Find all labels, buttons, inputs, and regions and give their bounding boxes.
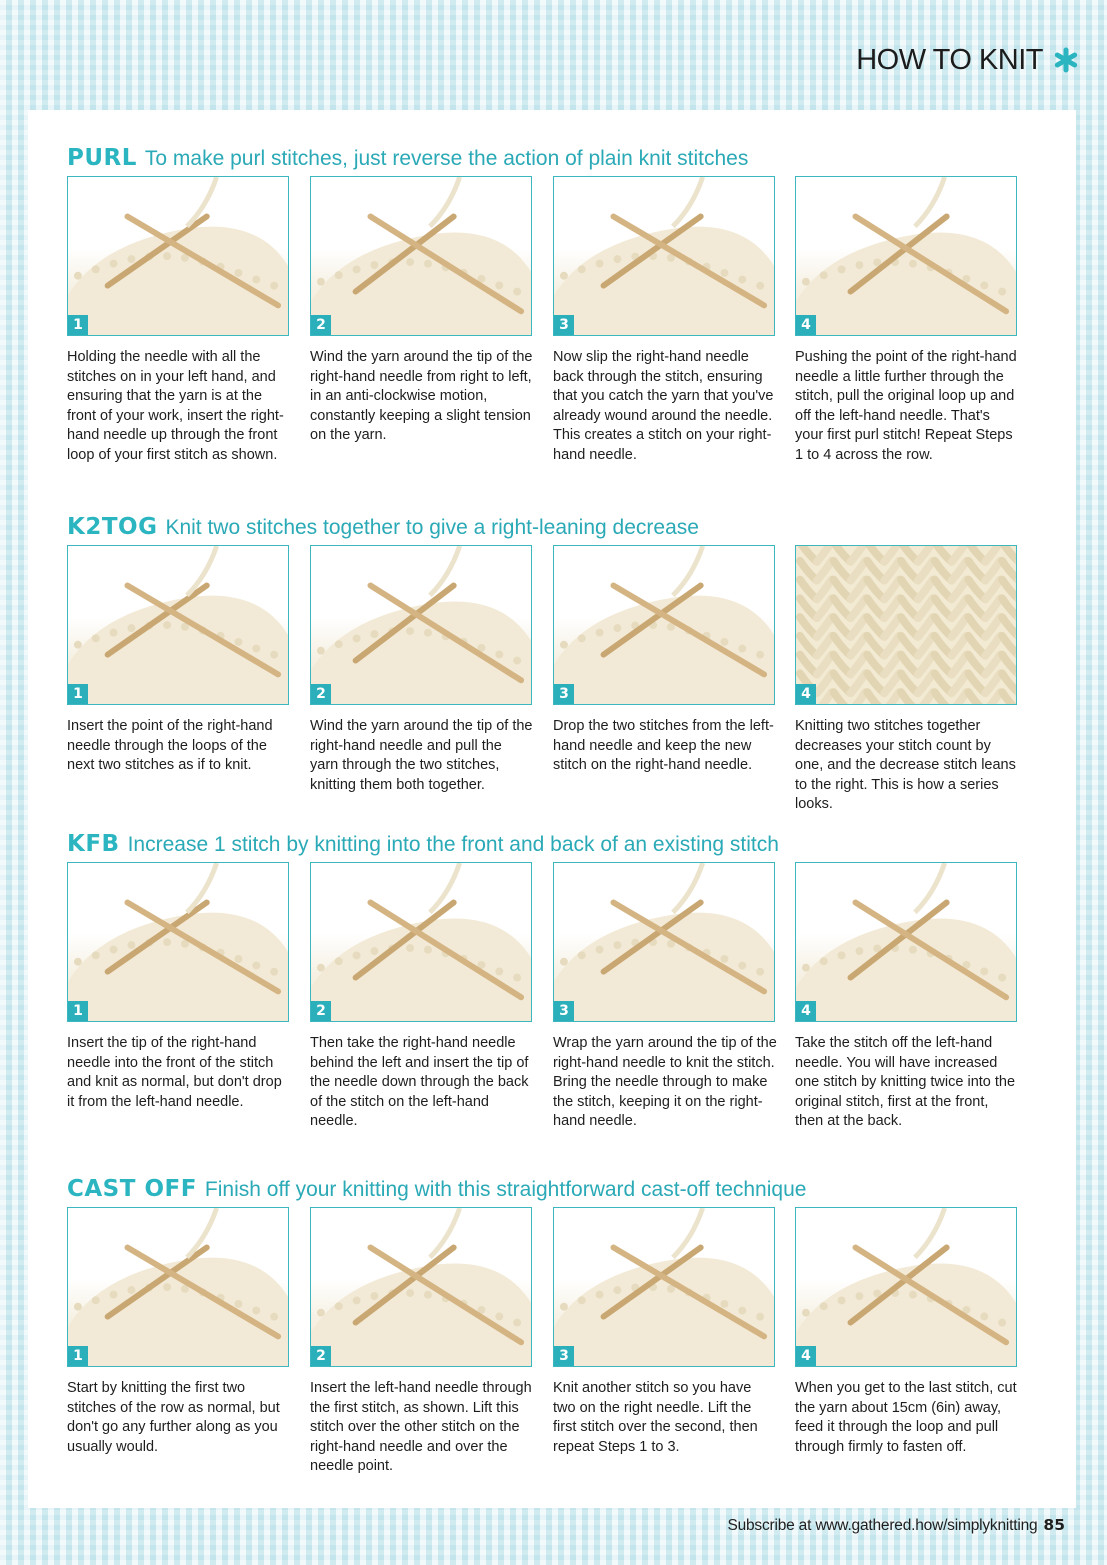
knitting-photo <box>311 177 531 335</box>
knitting-photo <box>554 863 774 1021</box>
section-title <box>67 831 779 861</box>
section-subtitle: Finish off your knitting with this straightforward cast-off technique <box>204 1178 807 1201</box>
step-photo <box>795 545 1017 705</box>
knitting-photo <box>554 177 774 335</box>
step-photo <box>553 1207 775 1367</box>
step-number-badge: 4 <box>796 684 816 704</box>
step-number-badge: 4 <box>796 1346 816 1366</box>
knitting-photo <box>796 1208 1016 1366</box>
step-photo <box>67 1207 289 1367</box>
section-keyword: CAST OFF <box>67 1176 197 1202</box>
step-caption: Wind the yarn around the tip of the right-hand needle and pull the yarn through the two stitches, knitting them both together. <box>310 718 533 793</box>
section-keyword: KFB <box>67 831 120 857</box>
knitting-photo <box>554 1208 774 1366</box>
step-photo <box>67 176 289 336</box>
knitting-photo <box>554 546 774 704</box>
section-title <box>67 514 699 544</box>
asterisk-icon <box>1053 47 1079 73</box>
knitting-photo <box>68 546 288 704</box>
step-photo <box>67 545 289 705</box>
step-caption: Holding the needle with all the stitches on in your left hand, and ensuring that the yarn is at the front of your work, insert the right-hand needle up through the front loop of your first stitch as shown. <box>67 349 284 463</box>
section-keyword: PURL <box>67 145 137 171</box>
step-number-badge: 4 <box>796 315 816 335</box>
step-caption: Drop the two stitches from the left-hand needle and keep the new stitch on the right-hand needle. <box>553 718 774 773</box>
step-photo <box>310 176 532 336</box>
step-number-badge: 3 <box>554 1346 574 1366</box>
step-photo <box>553 545 775 705</box>
knitting-photo <box>796 863 1016 1021</box>
step-caption: Now slip the right-hand needle back through the stitch, ensuring that you catch the yarn that you've already wound around the needle. This creates a stitch on your right-hand needle. <box>553 349 774 463</box>
step-caption: Then take the right-hand needle behind the left and insert the tip of the needle down through the back of the stitch on the left-hand needle. <box>310 1035 529 1129</box>
step-caption: Take the stitch off the left-hand needle. You will have increased one stitch by knitting twice into the original stitch, first at the front, then at the back. <box>795 1035 1016 1129</box>
step-photo <box>553 862 775 1022</box>
step-number-badge: 1 <box>68 684 88 704</box>
step-photo <box>795 176 1017 336</box>
knitting-photo <box>68 1208 288 1366</box>
knitting-photo <box>311 546 531 704</box>
section-subtitle: Knit two stitches together to give a right-leaning decrease <box>165 516 699 539</box>
step-number-badge: 4 <box>796 1001 816 1021</box>
step-caption: Wrap the yarn around the tip of the right-hand needle to knit the stitch. Bring the needle through to make the stitch, keeping it on the right-hand needle. <box>553 1035 777 1129</box>
step-photo <box>795 1207 1017 1367</box>
step-caption: Pushing the point of the right-hand needle a little further through the stitch, pull the original loop up and off the left-hand needle. That's your first purl stitch! Repeat Steps 1 to 4 across the row. <box>795 349 1017 463</box>
section-subtitle: Increase 1 stitch by knitting into the front and back of an existing stitch <box>127 833 779 856</box>
step-number-badge: 2 <box>311 315 331 335</box>
knitting-photo <box>311 863 531 1021</box>
page-header <box>856 38 1079 82</box>
step-number-badge: 1 <box>68 1346 88 1366</box>
step-caption: When you get to the last stitch, cut the yarn about 15cm (6in) away, feed it through the loop and pull through firmly to fasten off. <box>795 1380 1017 1455</box>
subscribe-text[interactable]: Subscribe at www.gathered.how/simplyknitting <box>727 1517 1038 1534</box>
step-number-badge: 1 <box>68 1001 88 1021</box>
knitting-photo <box>796 546 1016 704</box>
step-number-badge: 3 <box>554 1001 574 1021</box>
step-number-badge: 2 <box>311 1001 331 1021</box>
step-caption: Knit another stitch so you have two on the right needle. Lift the first stitch over the second, then repeat Steps 1 to 3. <box>553 1380 758 1455</box>
step-number-badge: 2 <box>311 1346 331 1366</box>
section-title <box>67 145 748 175</box>
step-photo <box>553 176 775 336</box>
step-caption: Insert the tip of the right-hand needle into the front of the stitch and knit as normal, but don't drop it from the left-hand needle. <box>67 1035 282 1110</box>
knitting-photo <box>68 177 288 335</box>
step-caption: Insert the left-hand needle through the first stitch, as shown. Lift this stitch over the other stitch on the right-hand needle and over the needle point. <box>310 1380 532 1474</box>
step-caption: Wind the yarn around the tip of the right-hand needle from right to left, in an anti-clockwise motion, constantly keeping a slight tension on the yarn. <box>310 349 533 443</box>
step-photo <box>310 545 532 705</box>
step-number-badge: 3 <box>554 684 574 704</box>
step-number-badge: 2 <box>311 684 331 704</box>
page-number: 85 <box>1043 1516 1065 1534</box>
step-photo <box>795 862 1017 1022</box>
step-photo <box>67 862 289 1022</box>
section-title <box>67 1176 806 1206</box>
step-photo <box>310 862 532 1022</box>
section-subtitle: To make purl stitches, just reverse the action of plain knit stitches <box>144 147 749 170</box>
step-caption: Insert the point of the right-hand needle through the loops of the next two stitches as if to knit. <box>67 718 273 773</box>
step-photo <box>310 1207 532 1367</box>
page-title: HOW TO KNIT <box>856 43 1043 76</box>
step-number-badge: 3 <box>554 315 574 335</box>
step-number-badge: 1 <box>68 315 88 335</box>
knitting-photo <box>796 177 1016 335</box>
step-caption: Start by knitting the first two stitches of the row as normal, but don't go any further along as you usually would. <box>67 1380 280 1455</box>
knitting-photo <box>68 863 288 1021</box>
footer <box>727 1516 1065 1540</box>
step-caption: Knitting two stitches together decreases your stitch count by one, and the decrease stitch leans to the right. This is how a series looks. <box>795 718 1016 812</box>
section-keyword: K2TOG <box>67 514 158 540</box>
knitting-photo <box>311 1208 531 1366</box>
